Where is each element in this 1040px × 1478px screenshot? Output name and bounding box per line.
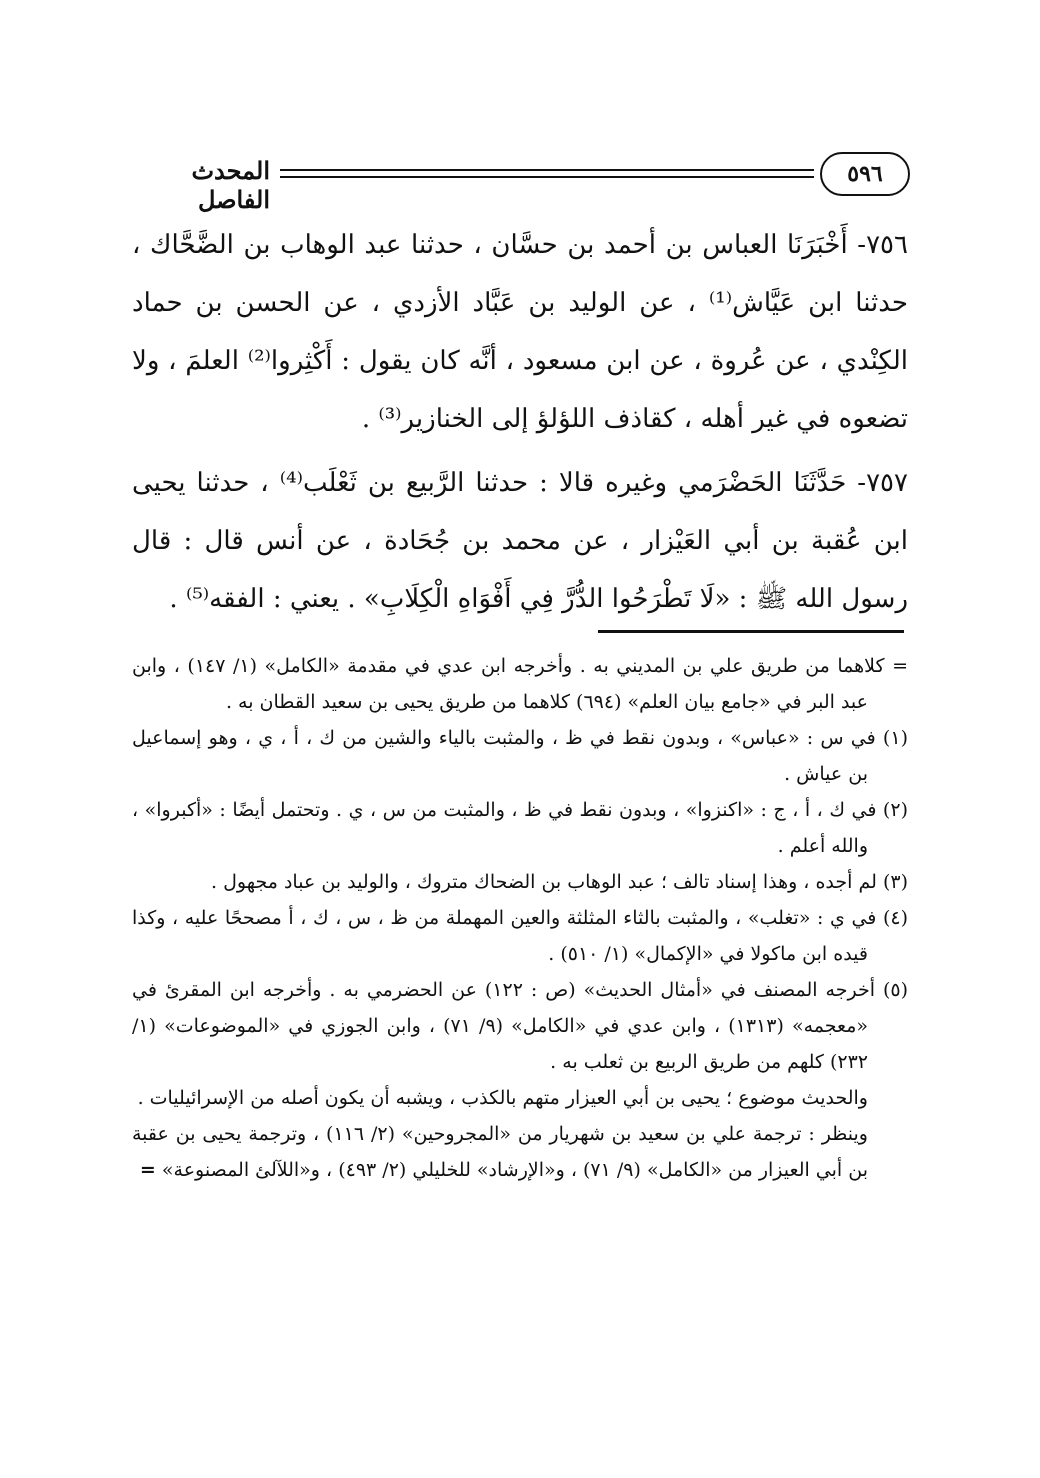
continuation-mark: = xyxy=(139,1159,156,1181)
footnote-3: (٣) لم أجده ، وهذا إسناد تالف ؛ عبد الوهاب بن الضحاك متروك ، والوليد بن عباد مجهول . xyxy=(211,871,908,893)
book-title: المحدث الفاصل xyxy=(191,156,270,214)
footnote-continued: = كلاهما من طريق علي بن المديني به . وأخرجه ابن عدي في مقدمة «الكامل» (١/ ١٤٧) ، وابن عبد البر في «جامع بيان العلم» (٦٩٤) كلاهما من طريق يحيى بن سعيد القطان به . xyxy=(132,655,908,713)
header-rule-bottom xyxy=(280,176,814,178)
footnote-5-ruling: والحديث موضوع ؛ يحيى بن أبي العيزار متهم بالكذب ، ويشبه أن يكون أصله من الإسرائيليات . xyxy=(137,1087,868,1109)
page-number: ٥٩٦ xyxy=(820,152,910,196)
footnote-4: (٤) في ي : «تغلب» ، والمثبت بالثاء المثلثة والعين المهملة من ظ ، س ، ك ، أ مصححًا عليه ، وكذا قيده ابن ماكولا في «الإكمال» (١/ ٥١٠) . xyxy=(132,907,908,965)
hadith-756: ٧٥٦- أَخْبَرَنَا العباس بن أحمد بن حسَّان ، حدثنا عبد الوهاب بن الضَّحَّاك ، حدثنا ابن عَيَّاش⁽¹⁾ ، عن الوليد بن عَبَّاد الأزدي ، عن الحسن بن حماد الكِنْدي ، عن عُروة ، عن ابن مسعود ، أنَّه كان يقول : أَكْثِروا⁽²⁾ العلمَ ، ولا تضعوه في غير أهله ، كقاذف اللؤلؤ إلى الخنازير⁽³⁾ . xyxy=(132,230,908,434)
footnote-5: (٥) أخرجه المصنف في «أمثال الحديث» (ص : ١٢٢) عن الحضرمي به . وأخرجه ابن المقرئ في «معجمه» (١٣١٣) ، وابن عدي في «الكامل» (٩/ ٧١) ، وابن الجوزي في «الموضوعات» (١/ ٢٣٢) كلهم من طريق الربيع بن ثعلب به . xyxy=(132,979,908,1073)
footnote-5-see-also xyxy=(132,1116,908,1188)
footnote-1: (١) في س : «عباس» ، وبدون نقط في ظ ، والمثبت بالياء والشين من ك ، أ ، ي ، وهو إسماعيل بن عياش . xyxy=(132,727,908,785)
header-rule-top xyxy=(280,169,814,171)
hadith-757: ٧٥٧- حَدَّثَنَا الحَضْرَمي وغيره قالا : حدثنا الرَّبيع بن ثَعْلَب⁽⁴⁾ ، حدثنا يحيى ابن عُقبة بن أبي العَيْزار ، عن محمد بن جُحَادة ، عن أنس قال : قال رسول الله ﷺ : «لَا تَطْرَحُوا الدُّرَّ فِي أَفْوَاهِ الْكِلَابِ» . يعني : الفقه⁽⁵⁾ . xyxy=(132,468,908,614)
footnotes xyxy=(132,648,908,1188)
footnote-2: (٢) في ك ، أ ، ج : «اكنزوا» ، وبدون نقط في ظ ، والمثبت من س ، ي . وتحتمل أيضًا : «أكبروا» ، والله أعلم . xyxy=(132,799,908,857)
page-header xyxy=(130,152,910,214)
main-text xyxy=(132,216,908,634)
footnote-5-see-also-text: وينظر : ترجمة علي بن سعيد بن شهريار من «المجروحين» (٢/ ١١٦) ، وترجمة يحيى بن عقبة بن أبي العيزار من «الكامل» (٩/ ٧١) ، و«الإرشاد» للخليلي (٢/ ٤٩٣) ، و«اللآلئ المصنوعة» xyxy=(132,1123,868,1181)
footnote-separator xyxy=(598,630,904,633)
